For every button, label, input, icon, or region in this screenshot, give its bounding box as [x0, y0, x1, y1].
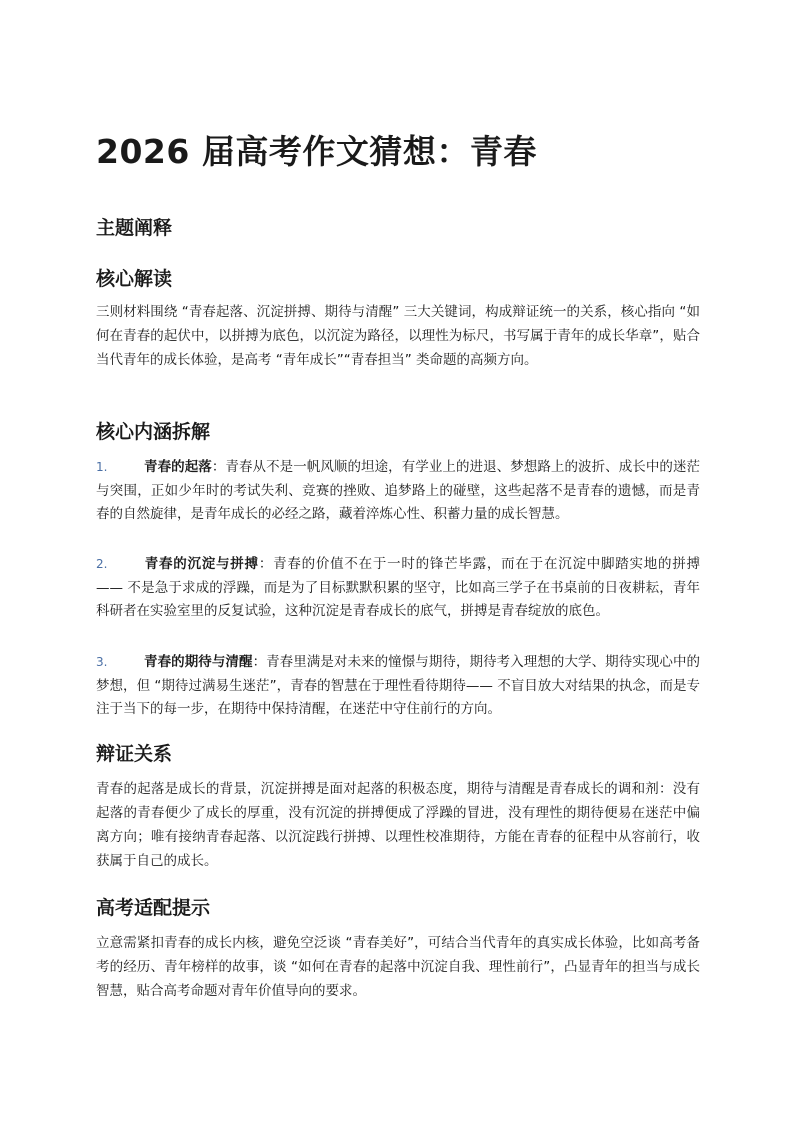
list-item — [96, 651, 700, 722]
list-item-term: 青春的起落 — [144, 459, 212, 475]
list-item-term: 青春的期待与清醒 — [144, 654, 253, 670]
list-item — [96, 456, 700, 527]
list-item — [96, 553, 700, 624]
list-item-body: ：青春从不是一帆风顺的坦途，有学业上的进退、梦想路上的波折、成长中的迷茫与突围，正如少年时的考试失利、竞赛的挫败、追梦路上的碰壁，这些起落不是青春的遗憾，而是青春的自然旋律，是青年成长的必经之路，藏着淬炼心性、积蓄力量的成长智慧。 — [96, 459, 701, 522]
list-item-number: 1. — [96, 460, 108, 474]
list-item-body: ：青春的价值不在于一时的锋芒毕露，而在于在沉淀中脚踏实地的拼搏 —— 不是急于求成的浮躁，而是为了目标默默积累的坚守，比如高三学子在书桌前的日夜耕耘，青年科研者在实验室里的反复试验，这种沉淀是青春成长的底气，拼搏是青春绽放的底色。 — [96, 556, 701, 619]
section-heading-core: 核心解读 — [96, 268, 173, 290]
list-item-body: ：青春里满是对未来的憧憬与期待，期待考入理想的大学、期待实现心中的梦想，但 “期待过满易生迷茫”，青春的智慧在于理性看待期待—— 不盲目放大对结果的执念，而是专注于当下的每一步，在期待中保持清醒，在迷茫中守住前行的方向。 — [96, 654, 701, 717]
section-heading-dialectic: 辩证关系 — [96, 743, 173, 765]
document-title: 2026 届高考作文猜想：青春 — [96, 132, 537, 171]
list-item-number: 2. — [96, 557, 108, 571]
dialectic-paragraph: 青春的起落是成长的背景，沉淀拼搏是面对起落的积极态度，期待与清醒是青春成长的调和剂：没有起落的青春便少了成长的厚重，没有沉淀的拼搏便成了浮躁的冒进，没有理性的期待便易在迷茫中偏离方向；唯有接纳青春起落、以沉淀践行拼搏、以理性校准期待，方能在青春的征程中从容前行，收获属于自己的成长。 — [96, 781, 700, 869]
section-heading-theme: 主题阐释 — [96, 217, 173, 239]
section-heading-breakdown: 核心内涵拆解 — [96, 421, 211, 443]
core-paragraph: 三则材料围绕 “青春起落、沉淀拼搏、期待与清醒” 三大关键词，构成辩证统一的关系，核心指向 “如何在青春的起伏中，以拼搏为底色，以沉淀为路径，以理性为标尺，书写属于青年的成长华章”，贴合当代青年的成长体验，是高考 “青年成长”“青春担当” 类命题的高频方向。 — [96, 304, 700, 368]
tips-paragraph: 立意需紧扣青春的成长内核，避免空泛谈 “青春美好”，可结合当代青年的真实成长体验，比如高考备考的经历、青年榜样的故事，谈 “如何在青春的起落中沉淀自我、理性前行”，凸显青年的担当与成长智慧，贴合高考命题对青年价值导向的要求。 — [96, 935, 700, 999]
section-heading-tips: 高考适配提示 — [96, 897, 211, 919]
list-item-number: 3. — [96, 655, 108, 669]
list-item-term: 青春的沉淀与拼搏 — [144, 556, 259, 572]
